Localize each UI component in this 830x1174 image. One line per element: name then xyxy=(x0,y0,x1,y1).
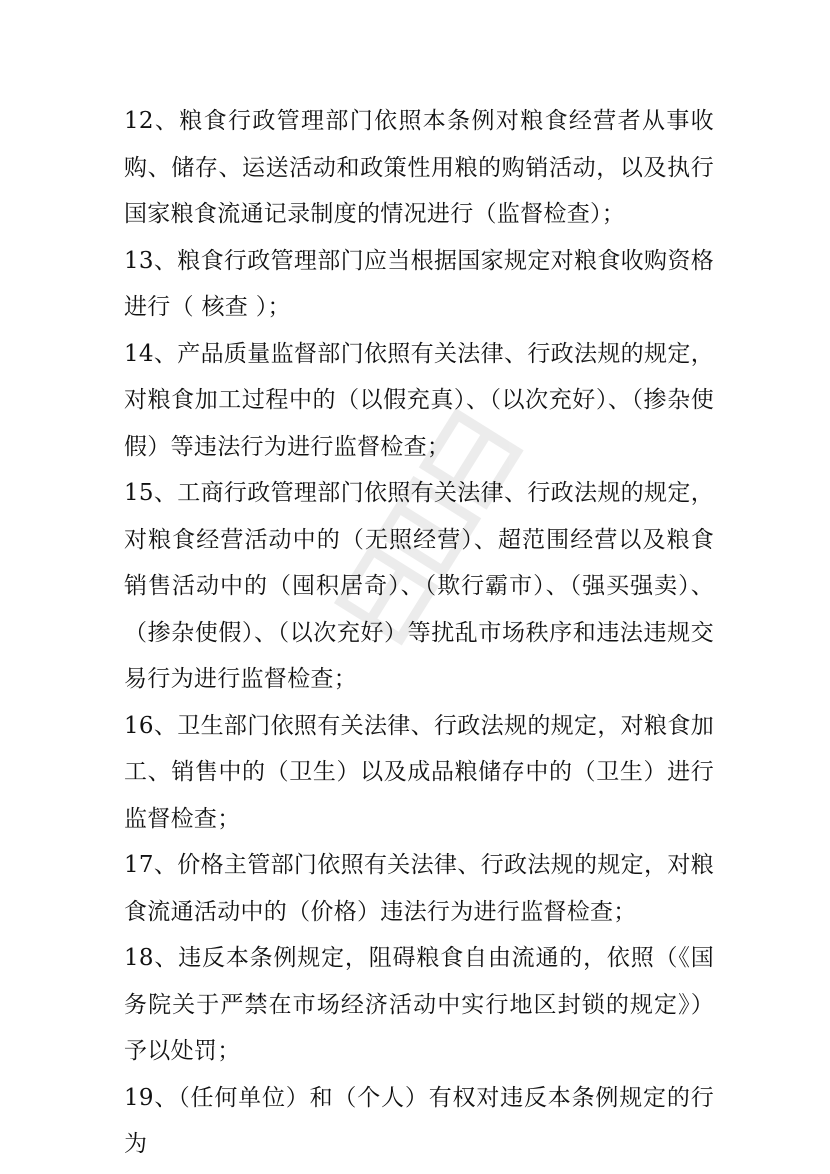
paragraph-item-14: 14、产品质量监督部门依照有关法律、行政法规的规定，对粮食加工过程中的（以假充真）、（以次充好）、（掺杂使假）等违法行为进行监督检查； xyxy=(124,340,714,460)
paragraph-item-19: 19、（任何单位）和（个人）有权对违反本条例规定的行为 xyxy=(124,1084,714,1157)
document-body xyxy=(124,98,714,1168)
paragraph-item-18: 18、违反本条例规定，阻碍粮食自由流通的，依照（《国务院关于严禁在市场经济活动中实行地区封锁的规定》）予以处罚； xyxy=(124,945,714,1064)
paragraph-item-16: 16、卫生部门依照有关法律、行政法规的规定，对粮食加工、销售中的（卫生）以及成品粮储存中的（卫生）进行监督检查； xyxy=(124,712,714,832)
paragraph-item-13: 13、粮食行政管理部门应当根据国家规定对粮食收购资格进行（ 核查 ）； xyxy=(124,247,714,320)
paragraph-item-12: 12、粮食行政管理部门依照本条例对粮食经营者从事收购、储存、运送活动和政策性用粮的购销活动，以及执行国家粮食流通记录制度的情况进行（监督检查）； xyxy=(124,108,714,227)
paragraph-item-17: 17、价格主管部门依照有关法律、行政法规的规定，对粮食流通活动中的（价格）违法行为进行监督检查； xyxy=(124,852,714,925)
paragraph-item-15: 15、工商行政管理部门依照有关法律、行政法规的规定，对粮食经营活动中的（无照经营）、超范围经营以及粮食销售活动中的（囤积居奇）、（欺行霸市）、（强买强卖）、（掺杂使假）、（以次充好）等扰乱市场秩序和违法违规交易行为进行监督检查； xyxy=(124,480,714,692)
